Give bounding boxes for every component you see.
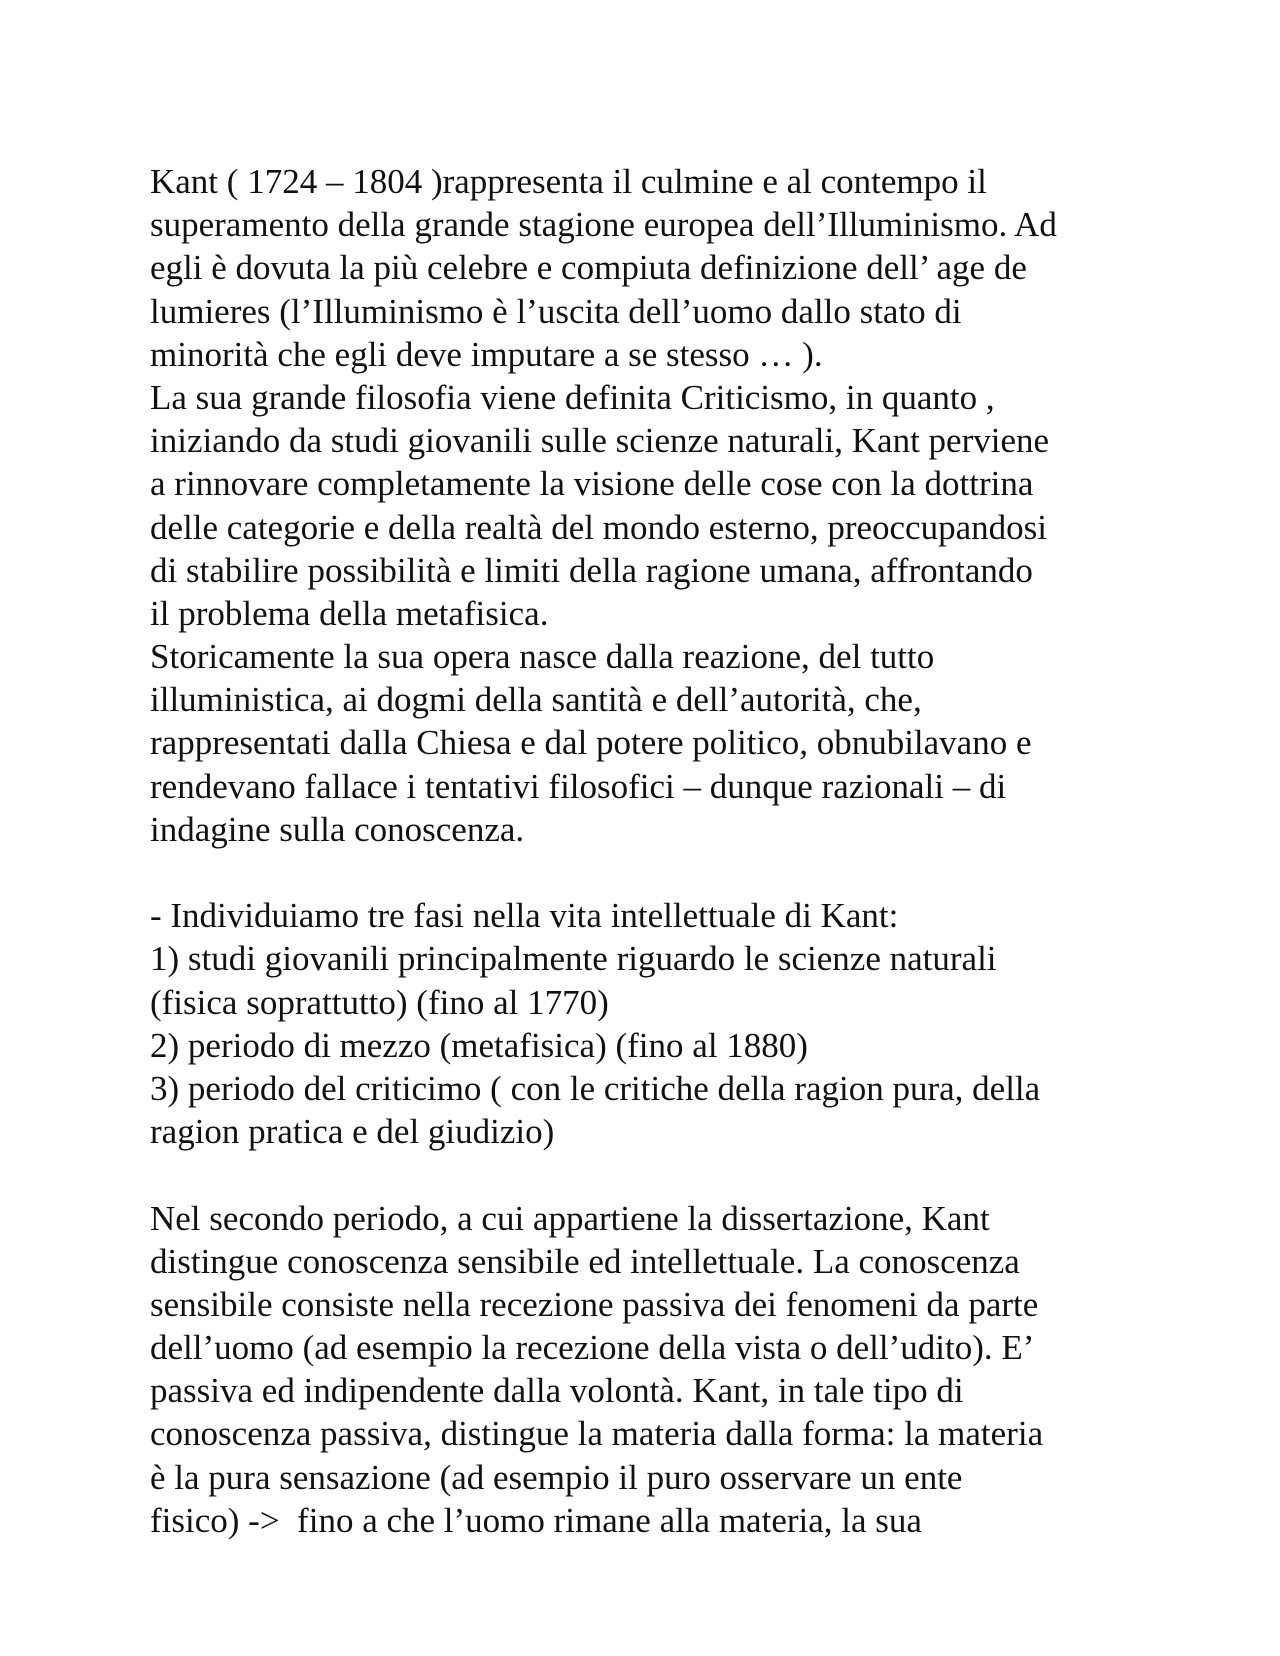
text-line: illuministica, ai dogmi della santità e dell’autorità, che,: [150, 680, 922, 720]
text-line: Storicamente la sua opera nasce dalla reazione, del tutto: [150, 637, 935, 677]
text-line: distingue conoscenza sensibile ed intellettuale. La conoscenza: [150, 1241, 1020, 1281]
text-line: lumieres (l’Illuminismo è l’uscita dell’uomo dallo stato di: [150, 291, 962, 331]
text-line: Nel secondo periodo, a cui appartiene la dissertazione, Kant: [150, 1198, 990, 1238]
text-line: rappresentati dalla Chiesa e dal potere politico, obnubilavano e: [150, 723, 1032, 763]
blank-line: [150, 851, 1160, 894]
text-line: minorità che egli deve imputare a se stesso … ).: [150, 334, 823, 374]
second-period-paragraph: [150, 1197, 1160, 1543]
phases-intro: - Individuiamo tre fasi nella vita intellettuale di Kant:: [150, 896, 899, 936]
list-item: 1) studi giovanili principalmente riguardo le scienze naturali: [150, 939, 997, 979]
text-line: rendevano fallace i tentativi filosofici – dunque razionali – di: [150, 766, 1007, 806]
text-line: La sua grande filosofia viene definita Criticismo, in quanto ,: [150, 377, 995, 417]
text-line: dell’uomo (ad esempio la recezione della vista o dell’udito). E’: [150, 1328, 1035, 1368]
list-item-continuation: (fisica soprattutto) (fino al 1770): [150, 982, 609, 1022]
text-line: egli è dovuta la più celebre e compiuta definizione dell’ age de: [150, 248, 1027, 288]
text-line: delle categorie e della realtà del mondo esterno, preoccupandosi: [150, 507, 1047, 547]
blank-line: [150, 1153, 1160, 1196]
document-page: [150, 160, 1160, 1542]
phases-list: [150, 894, 1160, 1153]
text-line: passiva ed indipendente dalla volontà. Kant, in tale tipo di: [150, 1371, 964, 1411]
text-line: superamento della grande stagione europea dell’Illuminismo. Ad: [150, 205, 1057, 245]
text-line: Kant ( 1724 – 1804 )rappresenta il culmine e al contempo il: [150, 162, 987, 201]
text-line: di stabilire possibilità e limiti della ragione umana, affrontando: [150, 550, 1033, 590]
text-line: il problema della metafisica.: [150, 593, 549, 633]
text-line: indagine sulla conoscenza.: [150, 809, 525, 849]
list-item-continuation: ragion pratica e del giudizio): [150, 1112, 555, 1152]
historical-paragraph: [150, 635, 1160, 851]
text-line: conoscenza passiva, distingue la materia dalla forma: la materia: [150, 1414, 1044, 1454]
text-line: a rinnovare completamente la visione delle cose con la dottrina: [150, 464, 1034, 504]
criticism-paragraph: [150, 376, 1160, 635]
text-line: fisico) -> fino a che l’uomo rimane alla materia, la sua: [150, 1500, 922, 1540]
text-line: sensibile consiste nella recezione passiva dei fenomeni da parte: [150, 1284, 1039, 1324]
text-line: iniziando da studi giovanili sulle scienze naturali, Kant perviene: [150, 421, 1050, 461]
text-line: è la pura sensazione (ad esempio il puro osservare un ente: [150, 1457, 963, 1497]
list-item: 3) periodo del criticimo ( con le critiche della ragion pura, della: [150, 1068, 1041, 1108]
intro-paragraph: [150, 160, 1160, 376]
list-item: 2) periodo di mezzo (metafisica) (fino al 1880): [150, 1025, 808, 1065]
